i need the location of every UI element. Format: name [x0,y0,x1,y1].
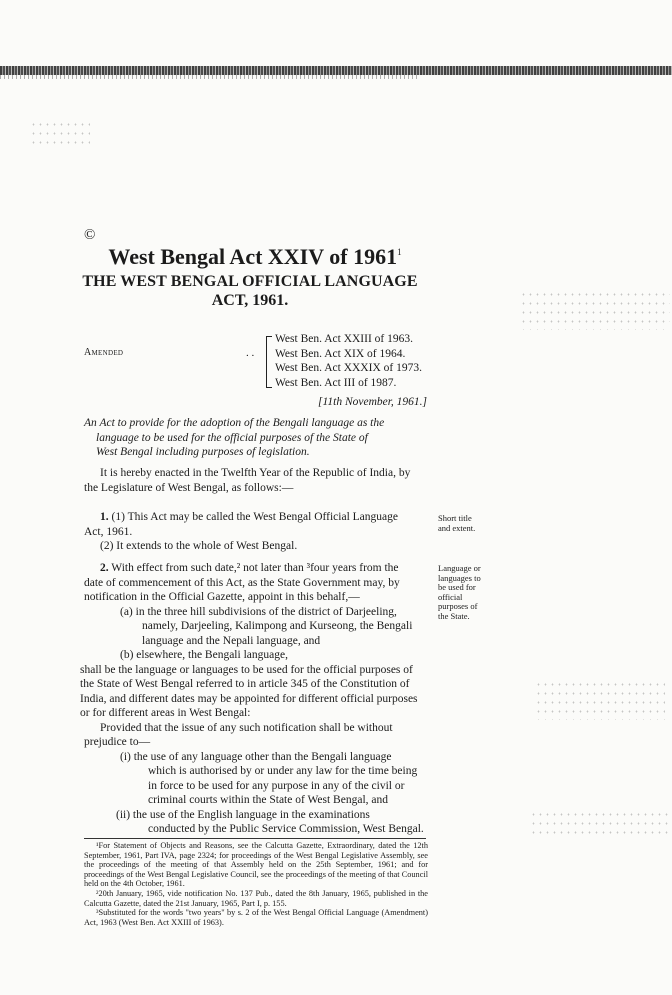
footnote-divider [84,838,426,839]
footnote: ²20th January, 1965, vide notification No. 137 Pub., dated the 8th January, 1965, published in the Calcutta Gazette, dated the 21st January, 1965, Part I, p. 155. [84,888,428,908]
section-1: 1. (1) This Act may be called the West Bengal Official Language Act, 1961. (2) It extends to the whole of West Bengal. [84,511,398,552]
amending-act: West Ben. Act XXXIX of 1973. [275,362,422,374]
act-short-title-line1: THE WEST BENGAL OFFICIAL LANGUAGE [82,273,418,290]
page-bottom-edge [84,981,428,995]
amending-act: West Ben. Act III of 1987. [275,376,397,389]
act-title: West Bengal Act XXIV of 1961$^1$ [108,244,402,269]
amending-acts-list [275,332,422,390]
clause-a: (a) in the three hill subdivisions of the district of Darjeeling, [120,605,397,618]
clause-ii: (ii) the use of the English language in the examinations [116,808,370,821]
footnote: ³Substituted for the words "two years" by s. 2 of the West Bengal Official Language (Amendment) Act, 1963 (West Ben. Act XXIII of 1963). [84,908,428,927]
section-2: 2. With effect from such date,² not later than ³four years from the date of commencement of this Act, as the State Government may, by notification in the Official Gazette, appoint in this behalf,— (a) in the three hill subdivisions of the district of Darjeeling, namely, Darjeeling, Kalimpong and Kurseong, the Bengali language and the Nepali language, and (b) elsewhere, the Bengali language, shall be the language or languages to be used for the official purposes of the State of West Bengal referred to in article 345 of the Constitution of India, and different dates may be appointed for different official purposes or for different areas in West Bengal: Provided that the issue of any such notification shall be without prejudice to— (i) the use of any language other than the Bengali language which is authorised by or under any law for the time being in force to be used for any purpose in any of the civil or criminal courts within the State of West Bengal, and (ii) the use of the English language in the examinations conducted by the Public Service Commission, West Bengal. [84,561,426,837]
section-number: 1. [100,511,109,523]
scan-speckle [535,680,665,720]
amendment-bracket [266,336,272,388]
footnote-ref: 1 [397,247,402,257]
scan-speckle [520,290,670,330]
amended-dots: . . [246,347,255,359]
preamble: An Act to provide for the adoption of the Bengali language as the language to be used for the official purposes of the State of West Bengal including purposes of legislation. [84,417,385,458]
section-number: 2. [100,562,109,574]
footnotes [84,841,428,927]
scan-artifact-band [0,66,672,75]
proviso: Provided that the issue of any such notification shall be without [100,721,393,734]
act-short-title-line2: ACT, 1961. [211,292,289,309]
margin-note-short-title: Short title and extent. [438,513,476,533]
clause-b: (b) elsewhere, the Bengali language, [120,649,288,661]
footnote: ¹For Statement of Objects and Reasons, see the Calcutta Gazette, Extraordinary, dated the 12th September, 1961, Part IVA, page 2324; for proceedings of the West Bengal Legislative Assembly, see the proceedings of the meeting of that Assembly held on the 25th September, 1961; and for proceedings of the West Bengal Legislative Council, see the proceedings of the meeting of that Council held on the 4th October, 1961. [84,841,428,889]
scan-speckle [30,120,90,150]
amending-act: West Ben. Act XIX of 1964. [275,347,406,360]
amended-label: Amended [84,347,124,358]
clause-i: (i) the use of any language other than the Bengali language [120,750,392,763]
scan-artifact-band-lower [0,75,420,79]
enactment-date: [11th November, 1961.] [318,396,428,408]
amending-act: West Ben. Act XXIII of 1963. [275,333,414,345]
copyright-symbol: © [84,227,96,243]
margin-note-languages: Language or languages to be used for official purposes of the State. [438,563,481,621]
enacting-clause: It is hereby enacted in the Twelfth Year of the Republic of India, by the Legislature of West Bengal, as follows:— [84,467,411,494]
scan-speckle [530,810,670,840]
